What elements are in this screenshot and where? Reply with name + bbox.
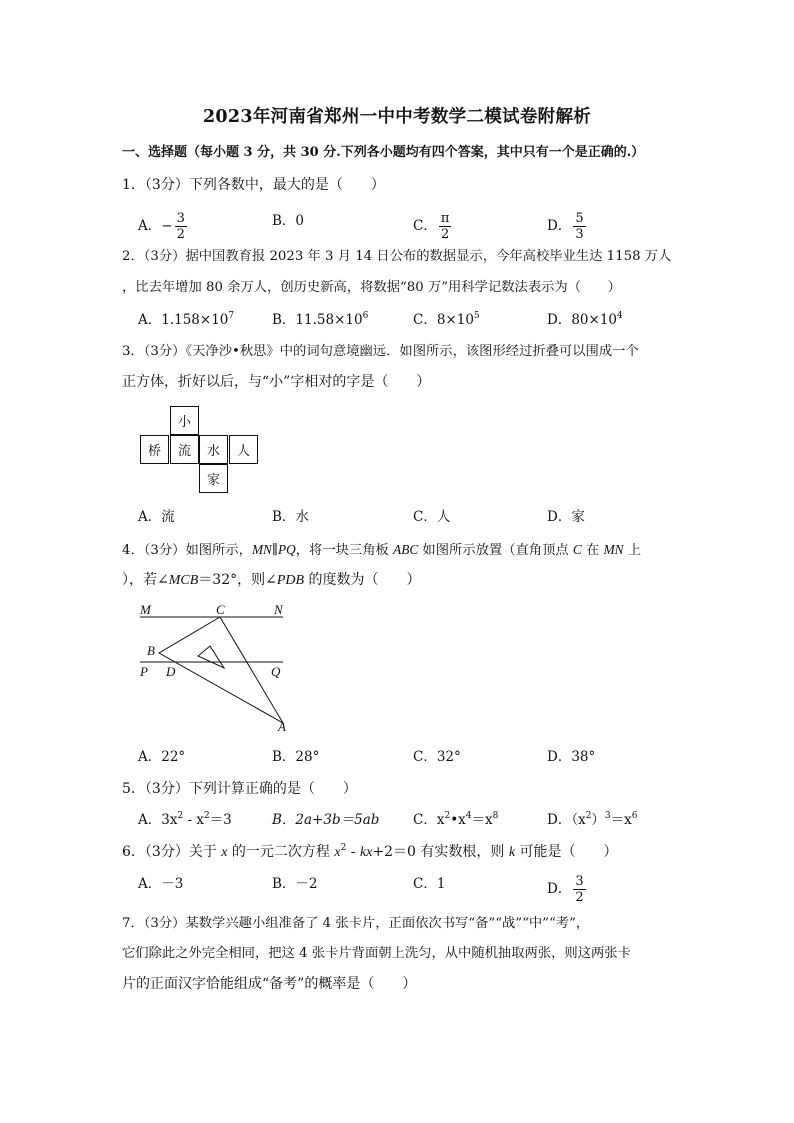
label-n: N bbox=[274, 602, 283, 617]
q5-c-3: •x bbox=[450, 812, 466, 828]
q4-option-c: C．32° bbox=[413, 749, 461, 765]
label-d: D bbox=[166, 664, 176, 679]
q6-s-i: k bbox=[508, 845, 516, 860]
label-b: B bbox=[147, 643, 155, 658]
q2-c-text: C．8×10 bbox=[413, 312, 474, 328]
q1-stem: 1．（3分）下列各数中，最大的是（ ） bbox=[122, 177, 385, 193]
label-c: C bbox=[216, 602, 225, 617]
q2-d-text: D．80×10 bbox=[547, 312, 617, 328]
q6-d-label: D． bbox=[547, 881, 572, 897]
q6-stem bbox=[122, 842, 618, 863]
label-a: A bbox=[278, 719, 286, 734]
q5-option-c bbox=[413, 810, 498, 830]
q2-a-exp: 7 bbox=[228, 311, 235, 321]
q5-a-4: 2 bbox=[203, 811, 210, 821]
net-cell-liu: 流 bbox=[170, 435, 199, 464]
q4-l1-a: 4．（3分）如图所示， bbox=[122, 543, 252, 558]
q1-c-label: C． bbox=[413, 218, 437, 234]
net-cell-qiao: 桥 bbox=[140, 435, 169, 464]
q5-c-2: 2 bbox=[444, 811, 451, 821]
triangle-abc bbox=[159, 617, 283, 723]
q4-l1-h: MN bbox=[603, 542, 624, 557]
q5-c-4: 4 bbox=[465, 811, 472, 821]
q5-d-2: 2 bbox=[585, 811, 592, 821]
q6-d-num: 3 bbox=[575, 874, 584, 889]
q1-c-num: π bbox=[440, 211, 450, 226]
q3-option-a: A．流 bbox=[138, 509, 175, 525]
q6-option-a: A．－3 bbox=[138, 876, 184, 892]
net-cell-shui: 水 bbox=[199, 435, 228, 464]
q1-d-den: 3 bbox=[575, 227, 584, 242]
q6-s-h: +2＝0 有实数根，则 bbox=[372, 844, 509, 860]
q4-option-a: A．22° bbox=[138, 749, 186, 765]
q7-line2: 它们除此之外完全相同，把这 4 张卡片背面朝上洗匀，从中随机抽取两张，则这两张卡 bbox=[122, 946, 631, 961]
q2-b-text: B．11.58×10 bbox=[272, 312, 363, 328]
q6-s-a: 6．（3分）关于 bbox=[122, 844, 222, 860]
q1-d-num: 5 bbox=[575, 211, 584, 226]
q4-l1-b: MN∥PQ bbox=[251, 542, 296, 557]
q2-line2: ，比去年增加 80 余万人，创历史新高，将数据“80 万”用科学记数法表示为（ ） bbox=[122, 280, 621, 295]
q2-a-text: A．1.158×10 bbox=[138, 312, 229, 328]
q4-option-d: D．38° bbox=[547, 749, 596, 765]
q6-d-fraction bbox=[573, 874, 585, 905]
q1-option-b: B．0 bbox=[272, 213, 305, 229]
q3-option-d: D．家 bbox=[547, 509, 585, 525]
q5-d-4: 3 bbox=[604, 811, 611, 821]
q7-line3: 片的正面汉字恰能组成“备考”的概率是（ ） bbox=[122, 976, 417, 992]
q5-stem: 5．（3分）下列计算正确的是（ ） bbox=[122, 781, 357, 797]
q2-c-exp: 5 bbox=[473, 311, 480, 321]
q6-option-d bbox=[547, 874, 586, 905]
q4-l2-d: PDB bbox=[276, 573, 305, 588]
q4-l2-a: ），若∠ bbox=[122, 572, 169, 588]
q5-c-1: C．x bbox=[413, 812, 445, 828]
q3-option-b: B．水 bbox=[272, 509, 309, 525]
q5-d-5: ＝x bbox=[610, 812, 632, 828]
q5-a-1: A．3x bbox=[138, 812, 178, 828]
q6-s-e: 2 bbox=[340, 843, 347, 853]
q5-option-b: B．2a+3b＝5ab bbox=[272, 812, 380, 828]
net-cell-jia: 家 bbox=[199, 464, 228, 493]
q2-b-exp: 6 bbox=[362, 311, 369, 321]
q4-l1-i: 上 bbox=[623, 543, 642, 558]
q6-s-j: 可能是（ ） bbox=[515, 844, 618, 860]
q1-d-label: D． bbox=[547, 218, 572, 234]
q4-l2-c: ＝32°，则∠ bbox=[198, 572, 277, 588]
q4-l1-g: 在 bbox=[581, 543, 604, 558]
q7-line1: 7．（3分）某数学兴趣小组准备了 4 张卡片，正面依次书写“备”“战”“中”“考”， bbox=[122, 916, 590, 931]
q1-a-den: 2 bbox=[176, 227, 185, 242]
q5-option-d bbox=[547, 810, 638, 830]
q1-a-label: A．− bbox=[138, 218, 173, 234]
q5-d-6: 6 bbox=[631, 811, 638, 821]
q4-option-b: B．28° bbox=[272, 749, 320, 765]
q6-s-c: 的一元二次方程 bbox=[227, 844, 335, 860]
label-p: P bbox=[140, 664, 148, 679]
q3-line2: 正方体，折好以后，与“小”字相对的字是（ ） bbox=[122, 374, 431, 390]
page-title: 2023年河南省郑州一中中考数学二模试卷附解析 bbox=[202, 107, 592, 127]
q5-a-5: ＝3 bbox=[209, 812, 232, 828]
q6-option-c: C．1 bbox=[413, 876, 446, 892]
q5-d-1: D．（x bbox=[547, 812, 586, 828]
q4-l2-b: MCB bbox=[168, 573, 199, 588]
net-cell-xiao: 小 bbox=[170, 406, 199, 435]
label-m: M bbox=[140, 602, 151, 617]
net-cell-ren: 人 bbox=[229, 435, 258, 464]
q4-l1-d: ABC bbox=[393, 542, 419, 557]
q6-s-b: x bbox=[221, 845, 228, 860]
q4-l1-f: C bbox=[572, 542, 582, 557]
q3-line1: 3．（3分）《天净沙•秋思》中的词句意境幽远．如图所示，该图形经过折叠可以围成一个 bbox=[122, 344, 639, 359]
q5-c-5: ＝x bbox=[471, 812, 493, 828]
q6-option-b: B．－2 bbox=[272, 876, 318, 892]
q5-d-3: ） bbox=[591, 812, 605, 828]
q2-line1: 2．（3分）据中国教育报 2023 年 3 月 14 日公布的数据显示，今年高校毕业生达 1158 万人 bbox=[122, 249, 672, 264]
q6-s-g: kx bbox=[359, 845, 373, 860]
q6-s-f: - bbox=[346, 844, 360, 860]
q2-d-exp: 4 bbox=[617, 311, 623, 321]
q5-c-6: 8 bbox=[492, 811, 499, 821]
q4-l2-e: 的度数为（ ） bbox=[304, 572, 421, 588]
q5-option-a bbox=[138, 810, 232, 830]
q3-option-c: C．人 bbox=[413, 509, 451, 525]
q4-l1-c: ，将一块三角板 bbox=[295, 543, 394, 558]
q5-a-3: - x bbox=[183, 812, 204, 828]
q6-d-den: 2 bbox=[575, 890, 584, 905]
q6-s-d: x bbox=[334, 845, 341, 860]
q5-a-2: 2 bbox=[177, 811, 184, 821]
section-heading: 一、选择题（每小题 3 分，共 30 分.下列各小题均有四个答案，其中只有一个是正确的.） bbox=[122, 145, 645, 160]
q4-l1-e: 如图所示放置（直角顶点 bbox=[418, 543, 573, 558]
q1-a-num: 3 bbox=[176, 211, 185, 226]
q1-c-den: 2 bbox=[440, 227, 450, 242]
triangle-inner bbox=[198, 646, 224, 668]
label-q: Q bbox=[271, 664, 281, 679]
